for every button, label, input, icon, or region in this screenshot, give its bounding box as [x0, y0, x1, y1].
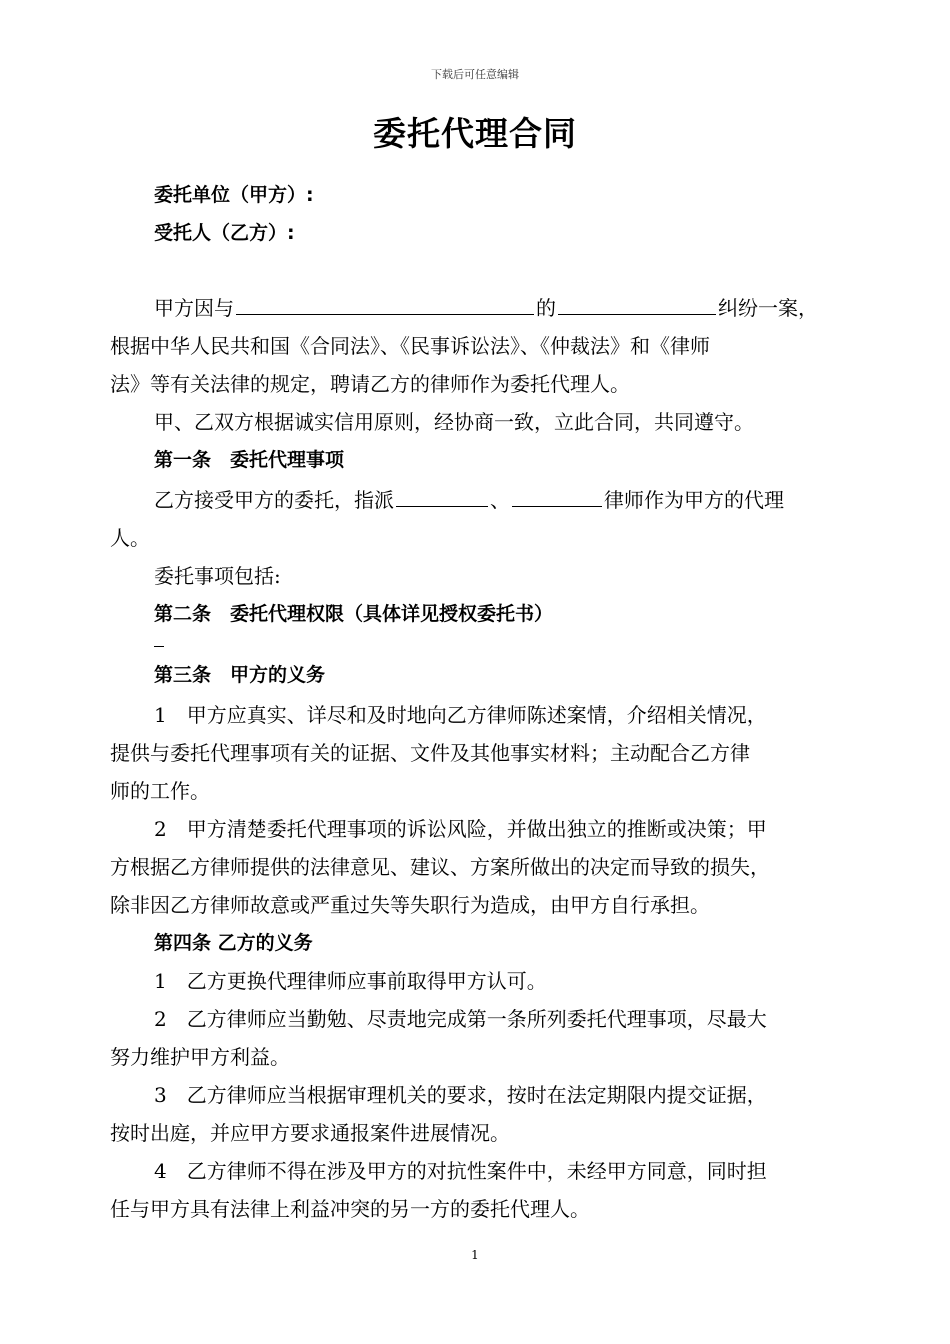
article-1-line-1 [154, 488, 784, 512]
intro-paragraph-2: 甲、乙双方根据诚实信用原则，经协商一致，立此合同，共同遵守。 [154, 410, 754, 434]
intro-line-2: 根据中华人民共和国《合同法》、《民事诉讼法》、《仲裁法》和《律师 [110, 334, 710, 358]
intro-line-1 [154, 296, 818, 320]
article-2-heading: 第二条 委托代理权限（具体详见授权委托书） [154, 603, 554, 625]
article-3-item-2-line-3: 除非因乙方律师故意或严重过失等失职行为造成，由甲方自行承担。 [110, 893, 710, 917]
article-4-item-1: 1 乙方更换代理律师应事前取得甲方认可。 [154, 969, 547, 993]
intro-line-3: 法》等有关法律的规定，聘请乙方的律师作为委托代理人。 [110, 372, 630, 396]
intro-text-b: 的 [536, 296, 556, 320]
article-4-heading: 第四条 乙方的义务 [154, 932, 313, 954]
article-1-line-3: 委托事项包括: [154, 564, 281, 588]
dispute-type-blank[interactable] [558, 296, 716, 315]
article-1-line-2: 人。 [110, 526, 150, 550]
article-4-item-3-line-1: 3 乙方律师应当根据审理机关的要求，按时在法定期限内提交证据， [154, 1083, 767, 1107]
article-3-item-2-line-2: 方根据乙方律师提供的法律意见、建议、方案所做出的决定而导致的损失， [110, 855, 770, 879]
article-4-item-4-line-1: 4 乙方律师不得在涉及甲方的对抗性案件中，未经甲方同意，同时担 [154, 1159, 767, 1183]
article-4-item-4-line-2: 任与甲方具有法律上利益冲突的另一方的委托代理人。 [110, 1197, 590, 1221]
article-1-text-c: 律师作为甲方的代理 [604, 488, 784, 512]
lawyer-2-blank[interactable] [512, 488, 602, 507]
lawyer-1-blank[interactable] [396, 488, 488, 507]
article-1-heading: 第一条 委托代理事项 [154, 449, 345, 471]
article-4-item-2-line-2: 努力维护甲方利益。 [110, 1045, 290, 1069]
principal-label: 委托单位（甲方）: [154, 184, 314, 206]
agent-label: 受托人（乙方）: [154, 222, 295, 244]
article-2-dash [154, 646, 164, 647]
article-3-item-2-line-1: 2 甲方清楚委托代理事项的诉讼风险，并做出独立的推断或决策；甲 [154, 817, 767, 841]
opponent-blank[interactable] [236, 296, 534, 315]
article-4-item-3-line-2: 按时出庭，并应甲方要求通报案件进展情况。 [110, 1121, 510, 1145]
article-3-item-1-line-3: 师的工作。 [110, 779, 210, 803]
page-number: 1 [471, 1248, 479, 1262]
article-3-item-1-line-1: 1 甲方应真实、详尽和及时地向乙方律师陈述案情，介绍相关情况， [154, 703, 767, 727]
article-1-text-b: 、 [490, 488, 510, 512]
intro-text-a: 甲方因与 [154, 296, 234, 320]
article-3-item-1-line-2: 提供与委托代理事项有关的证据、文件及其他事实材料；主动配合乙方律 [110, 741, 750, 765]
header-note: 下载后可任意编辑 [431, 68, 519, 81]
article-4-item-2-line-1: 2 乙方律师应当勤勉、尽责地完成第一条所列委托代理事项，尽最大 [154, 1007, 767, 1031]
article-3-heading: 第三条 甲方的义务 [154, 664, 326, 686]
document-title: 委托代理合同 [373, 114, 577, 153]
intro-text-c: 纠纷一案， [718, 296, 818, 320]
article-1-text-a: 乙方接受甲方的委托，指派 [154, 488, 394, 512]
